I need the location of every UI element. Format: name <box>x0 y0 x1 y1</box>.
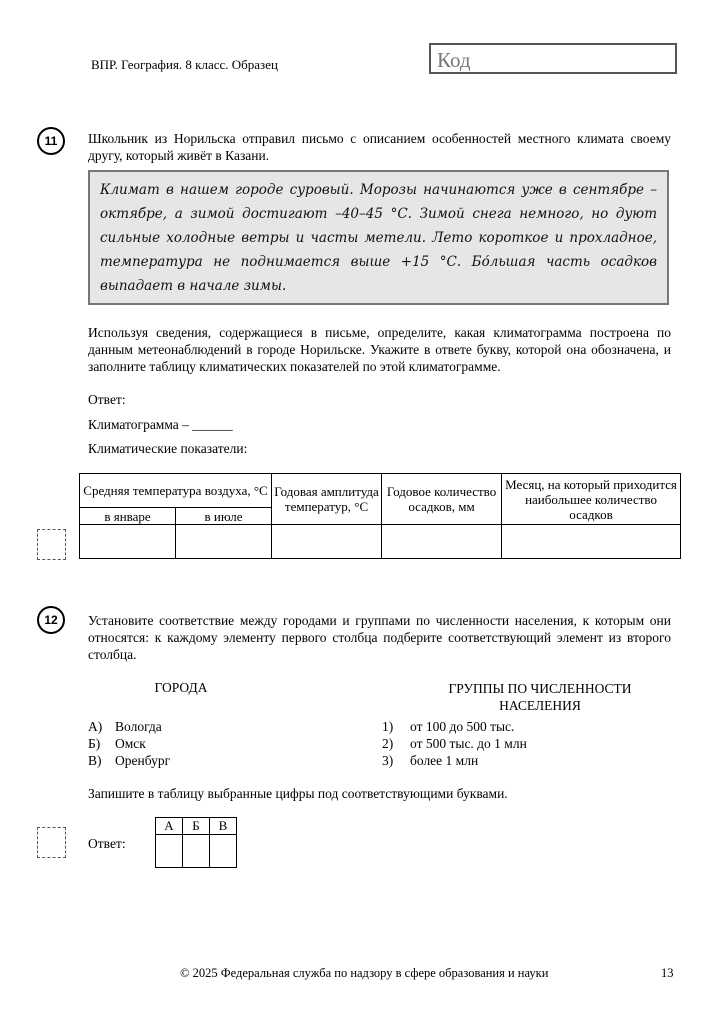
answer-cell-v[interactable] <box>210 835 237 868</box>
climate-indicators-table <box>79 473 681 559</box>
letter-text: Климат в нашем городе суровый. Морозы начинаются уже в сентябре – октябре, а зимой достигают –40–45 °С. Зимой снега немного, но дуют сильные холодные ветры и часты метели. Лето короткое и прохладное, температура не поднимается выше +15 °С. Бо́льшая часть осадков выпадает в начале зимы. <box>88 170 669 305</box>
code-field[interactable]: Код <box>429 43 677 74</box>
list-item: 2) от 500 тыс. до 1 млн <box>382 736 527 751</box>
task-11-intro: Школьник из Норильска отправил письмо с описанием особенностей местного климата своему другу, который живёт в Казани. <box>88 131 671 163</box>
task-12-answer-label: Ответ: <box>88 836 126 851</box>
page-number: 13 <box>661 966 674 980</box>
indicators-label: Климатические показатели: <box>88 441 248 456</box>
answer-header-a: А <box>156 818 183 835</box>
header-july: в июле <box>176 508 272 525</box>
answer-header-v: В <box>210 818 237 835</box>
answer-cell-b[interactable] <box>183 835 210 868</box>
task-12-write-instruction: Запишите в таблицу выбранные цифры под соответствующими буквами. <box>88 786 508 801</box>
task-11-answer-label: Ответ: <box>88 392 126 407</box>
task-11-number: 11 <box>37 127 65 155</box>
list-item: В) Оренбург <box>88 753 171 768</box>
header-avg-temp: Средняя температура воздуха, °С <box>80 474 272 508</box>
groups-list <box>382 718 527 769</box>
footer-copyright: © 2025 Федеральная служба по надзору в сфере образования и науки <box>180 966 549 980</box>
answer-cell-january[interactable] <box>80 525 176 559</box>
list-item: Б) Омск <box>88 736 146 751</box>
task-11-instruction: Используя сведения, содержащиеся в письме, определите, какая климатограмма построена по данным метеонаблюдений в городе Норильске. Укажите в ответе букву, которой она обозначена, и заполните таблицу климатических показателей по этой климатограмме. <box>88 325 671 374</box>
header-january: в январе <box>80 508 176 525</box>
answer-cell-a[interactable] <box>156 835 183 868</box>
page-header-title: ВПР. География. 8 класс. Образец <box>91 57 278 72</box>
answer-cell-month[interactable] <box>502 525 681 559</box>
header-max-precip-month: Месяц, на который приходится наибольшее количество осадков <box>502 474 681 525</box>
answer-cell-july[interactable] <box>176 525 272 559</box>
task-12-number: 12 <box>37 606 65 634</box>
list-item: 1) от 100 до 500 тыс. <box>382 719 515 734</box>
task-12-score-box <box>37 827 66 858</box>
task-12-intro: Установите соответствие между городами и группами по численности населения, к которым они относятся: к каждому элементу первого столбца подберите соответствующий элемент из второго столбца. <box>88 613 671 662</box>
list-item: А) Вологда <box>88 719 162 734</box>
header-amplitude: Годовая амплитуда температур, °С <box>272 474 382 525</box>
task-12-answer-table <box>155 817 237 868</box>
header-precipitation: Годовое количество осадков, мм <box>382 474 502 525</box>
list-item: 3) более 1 млн <box>382 753 479 768</box>
answer-header-b: Б <box>183 818 210 835</box>
cities-column-header: ГОРОДА <box>154 680 208 695</box>
answer-cell-precipitation[interactable] <box>382 525 502 559</box>
task-11-score-box <box>37 529 66 560</box>
cities-list <box>88 718 170 769</box>
groups-column-header: ГРУППЫ ПО ЧИСЛЕННОСТИ НАСЕЛЕНИЯ <box>448 681 632 713</box>
answer-cell-amplitude[interactable] <box>272 525 382 559</box>
climatogram-answer-field[interactable]: Климатограмма – ______ <box>88 417 233 432</box>
